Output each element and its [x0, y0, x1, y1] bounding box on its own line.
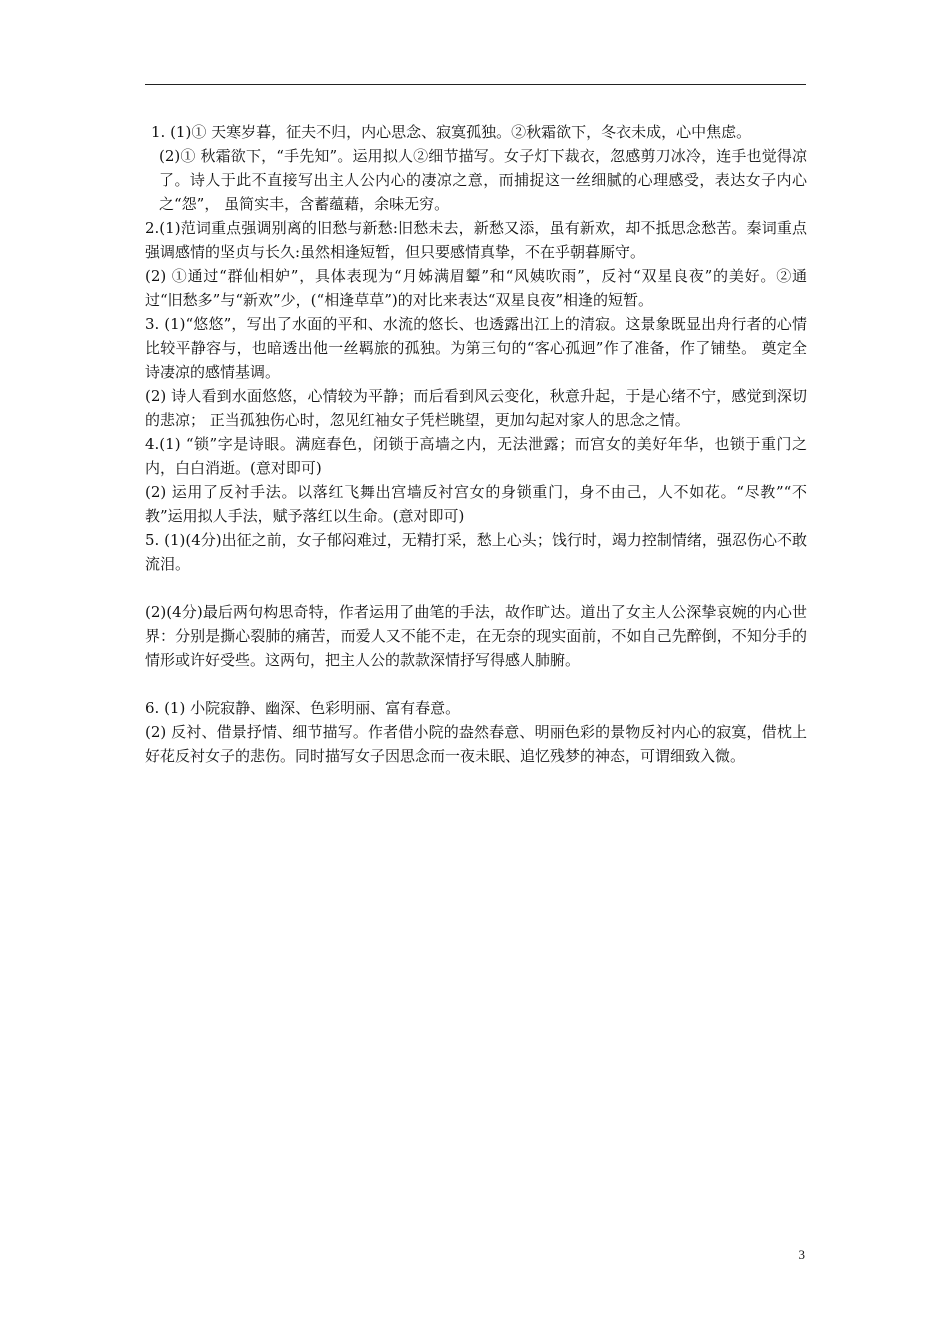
answer-2-part-2: (2) ①通过“群仙相妒”，具体表现为“月姊满眉颦”和“风姨吹雨”，反衬“双星良夜”的美好。②通过“旧愁多”与“新欢”少，(“相逢草草”)的对比来表达“双星良夜”相逢的短暂。	[145, 267, 807, 309]
blank-line	[145, 672, 807, 696]
answer-1-part-2: (2)① 秋霜欲下，“手先知”。运用拟人②细节描写。女子灯下裁衣，忽感剪刀冰冷，连手也觉得凉了。诗人于此不直接写出主人公内心的凄凉之意，而捕捉这一丝细腻的心理感受，表达女子内心之“怨”， 虽简实丰，含蓄蕴藉，余味无穷。	[159, 147, 807, 213]
answer-4-part-1: 4.(1) “锁”字是诗眼。满庭春色，闭锁于高墙之内，无法泄露；而宫女的美好年华，也锁于重门之内，白白消逝。(意对即可)	[145, 435, 807, 477]
answer-3-part-2: (2) 诗人看到水面悠悠，心情较为平静；而后看到风云变化，秋意升起，于是心绪不宁，感觉到深切的悲凉； 正当孤独伤心时，忽见红袖女子凭栏眺望，更加勾起对家人的思念之情。	[145, 387, 807, 429]
answer-1-part-1: 1. (1)① 天寒岁暮，征夫不归，内心思念、寂寞孤独。②秋霜欲下，冬衣未成，心中焦虑。	[151, 123, 752, 141]
answer-4-part-2: (2) 运用了反衬手法。以落红飞舞出宫墙反衬宫女的身锁重门，身不由己，人不如花。“尽教”“不教”运用拟人手法，赋予落红以生命。(意对即可)	[145, 483, 807, 525]
blank-line	[145, 576, 807, 600]
answer-5-part-2: (2)(4分)最后两句构思奇特，作者运用了曲笔的手法，故作旷达。道出了女主人公深挚哀婉的内心世界：分别是撕心裂肺的痛苦，而爱人又不能不走，在无奈的现实面前，不如自己先醉倒，不知分手的情形或许好受些。这两句，把主人公的款款深情抒写得感人肺腑。	[145, 603, 807, 669]
answer-5-part-1: 5. (1)(4分)出征之前，女子郁闷难过，无精打采，愁上心头；饯行时，竭力控制情绪，强忍伤心不敢流泪。	[145, 531, 807, 573]
page-number: 3	[798, 1247, 805, 1262]
answer-6-part-1: 6. (1) 小院寂静、幽深、色彩明丽、富有春意。	[145, 699, 461, 717]
header-rule	[145, 84, 806, 85]
answer-2-part-1: 2.(1)范词重点强调别离的旧愁与新愁:旧愁未去，新愁又添，虽有新欢，却不抵思念愁苦。秦词重点强调感情的坚贞与长久:虽然相逢短暂，但只要感情真挚，不在乎朝暮厮守。	[145, 219, 807, 261]
answer-3-part-1: 3. (1)“悠悠”，写出了水面的平和、水流的悠长、也透露出江上的清寂。这景象既显出舟行者的心情比较平静容与，也暗透出他一丝羁旅的孤独。为第三句的“客心孤迥”作了准备，作了铺垫。 奠定全诗凄凉的感情基调。	[145, 315, 807, 381]
answer-content	[145, 120, 807, 768]
answer-6-part-2: (2) 反衬、借景抒情、细节描写。作者借小院的盎然春意、明丽色彩的景物反衬内心的寂寞，借枕上好花反衬女子的悲伤。同时描写女子因思念而一夜未眠、追忆残梦的神态，可谓细致入微。	[145, 723, 807, 765]
